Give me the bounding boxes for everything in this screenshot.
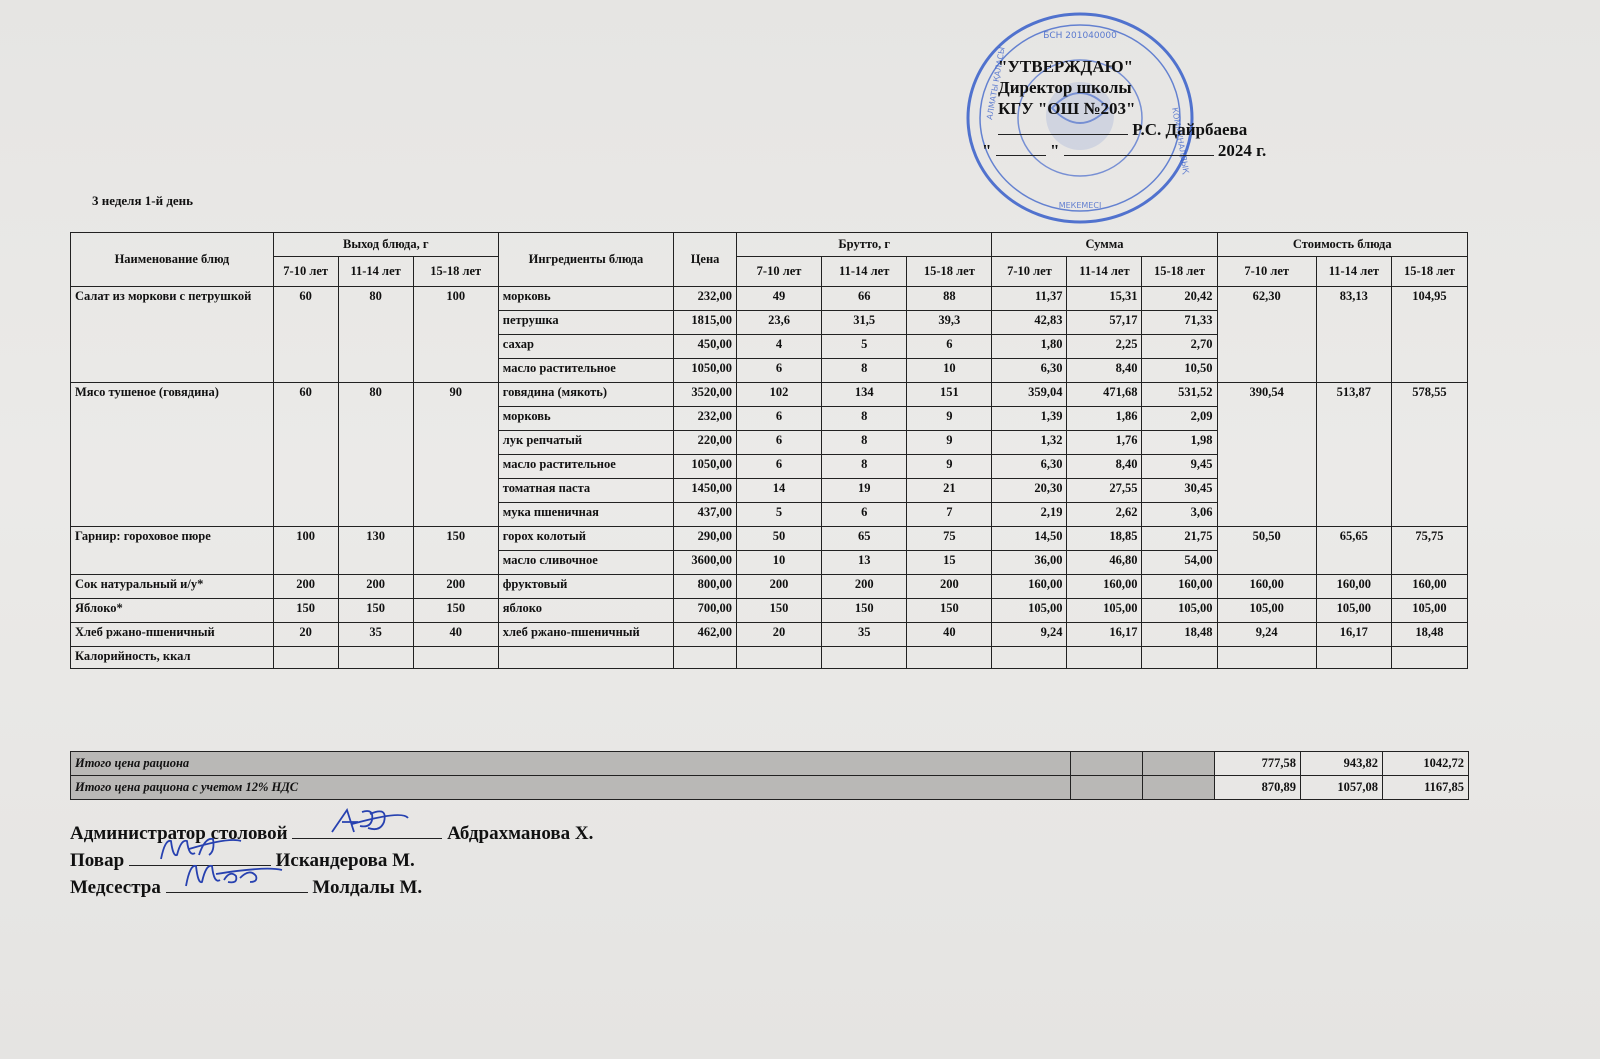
brutto-cell: 75 xyxy=(907,527,992,551)
header-brutto: Брутто, г xyxy=(736,233,991,257)
ingredient-cell: говядина (мякоть) xyxy=(498,383,673,407)
header-age: 7-10 лет xyxy=(992,257,1067,287)
yield-cell: 150 xyxy=(413,527,498,575)
svg-text:МЕКЕМЕСІ: МЕКЕМЕСІ xyxy=(1058,201,1102,210)
table-row xyxy=(71,575,1468,599)
table-row xyxy=(71,527,1468,551)
total-value: 777,58 xyxy=(1215,752,1301,776)
header-age: 11-14 лет xyxy=(1067,257,1142,287)
yield-cell: 150 xyxy=(338,599,413,623)
yield-cell: 60 xyxy=(273,383,338,527)
brutto-cell: 5 xyxy=(736,503,821,527)
brutto-cell: 9 xyxy=(907,431,992,455)
sum-cell: 160,00 xyxy=(1067,575,1142,599)
total-value: 870,89 xyxy=(1215,776,1301,800)
sum-cell: 6,30 xyxy=(992,359,1067,383)
sum-cell: 8,40 xyxy=(1067,359,1142,383)
sum-cell: 8,40 xyxy=(1067,455,1142,479)
brutto-cell: 10 xyxy=(736,551,821,575)
approval-school: КГУ "ОШ №203" xyxy=(998,99,1136,118)
empty-cell xyxy=(498,647,673,669)
header-age: 11-14 лет xyxy=(338,257,413,287)
empty-cell xyxy=(907,647,992,669)
ingredient-cell: морковь xyxy=(498,407,673,431)
sum-cell: 9,24 xyxy=(992,623,1067,647)
handwritten-signature xyxy=(166,858,308,892)
signature-cook: Повар Искандерова М. xyxy=(70,847,593,874)
brutto-cell: 150 xyxy=(736,599,821,623)
sum-cell: 359,04 xyxy=(992,383,1067,407)
brutto-cell: 8 xyxy=(822,407,907,431)
dish-name-cell: Салат из моркови с петрушкой xyxy=(71,287,274,383)
sum-cell: 15,31 xyxy=(1067,287,1142,311)
brutto-cell: 66 xyxy=(822,287,907,311)
sum-cell: 18,85 xyxy=(1067,527,1142,551)
table-row xyxy=(71,599,1468,623)
table-row xyxy=(71,287,1468,311)
price-cell: 232,00 xyxy=(674,287,737,311)
approval-date: " " 2024 г. xyxy=(982,141,1267,160)
brutto-cell: 20 xyxy=(736,623,821,647)
sum-cell: 71,33 xyxy=(1142,311,1217,335)
empty-cell xyxy=(1391,647,1467,669)
empty-cell xyxy=(338,647,413,669)
yield-cell: 200 xyxy=(413,575,498,599)
price-cell: 1050,00 xyxy=(674,359,737,383)
brutto-cell: 134 xyxy=(822,383,907,407)
ingredient-cell: морковь xyxy=(498,287,673,311)
dish-name-cell: Сок натуральный и/у* xyxy=(71,575,274,599)
ingredient-cell: яблоко xyxy=(498,599,673,623)
empty-cell xyxy=(822,647,907,669)
handwritten-signature xyxy=(292,804,442,838)
svg-text:КОММУНАЛДЫҚ: КОММУНАЛДЫҚ xyxy=(1170,106,1191,175)
brutto-cell: 8 xyxy=(822,431,907,455)
brutto-cell: 19 xyxy=(822,479,907,503)
sum-cell: 531,52 xyxy=(1142,383,1217,407)
cost-cell: 65,65 xyxy=(1316,527,1391,575)
header-age: 7-10 лет xyxy=(736,257,821,287)
brutto-cell: 40 xyxy=(907,623,992,647)
header-age: 15-18 лет xyxy=(1142,257,1217,287)
yield-cell: 150 xyxy=(413,599,498,623)
brutto-cell: 23,6 xyxy=(736,311,821,335)
brutto-cell: 150 xyxy=(907,599,992,623)
header-dish: Наименование блюд xyxy=(71,233,274,287)
calories-label: Калорийность, ккал xyxy=(71,647,274,669)
brutto-cell: 39,3 xyxy=(907,311,992,335)
cost-cell: 105,00 xyxy=(1391,599,1467,623)
ingredient-cell: фруктовый xyxy=(498,575,673,599)
total-value: 1057,08 xyxy=(1301,776,1383,800)
sum-cell: 18,48 xyxy=(1142,623,1217,647)
yield-cell: 20 xyxy=(273,623,338,647)
brutto-cell: 13 xyxy=(822,551,907,575)
header-yield: Выход блюда, г xyxy=(273,233,498,257)
sum-cell: 14,50 xyxy=(992,527,1067,551)
sum-cell: 1,86 xyxy=(1067,407,1142,431)
ingredient-cell: томатная паста xyxy=(498,479,673,503)
director-name: Р.С. Дайрбаева xyxy=(1132,120,1248,139)
week-label: 3 неделя 1-й день xyxy=(92,193,194,208)
empty-cell xyxy=(992,647,1067,669)
header-age: 15-18 лет xyxy=(413,257,498,287)
cost-cell: 83,13 xyxy=(1316,287,1391,383)
price-cell: 1050,00 xyxy=(674,455,737,479)
brutto-cell: 15 xyxy=(907,551,992,575)
price-cell: 437,00 xyxy=(674,503,737,527)
sum-cell: 105,00 xyxy=(992,599,1067,623)
approval-position: Директор школы xyxy=(998,78,1132,97)
yield-cell: 200 xyxy=(338,575,413,599)
total-value: 943,82 xyxy=(1301,752,1383,776)
empty-cell xyxy=(674,647,737,669)
brutto-cell: 150 xyxy=(822,599,907,623)
header-price: Цена xyxy=(674,233,737,287)
yield-cell: 80 xyxy=(338,383,413,527)
ingredient-cell: сахар xyxy=(498,335,673,359)
price-cell: 450,00 xyxy=(674,335,737,359)
cost-cell: 50,50 xyxy=(1217,527,1316,575)
sum-cell: 1,98 xyxy=(1142,431,1217,455)
price-cell: 220,00 xyxy=(674,431,737,455)
sum-cell: 6,30 xyxy=(992,455,1067,479)
brutto-cell: 6 xyxy=(736,407,821,431)
ingredient-cell: лук репчатый xyxy=(498,431,673,455)
empty-cell xyxy=(1316,647,1391,669)
dish-name-cell: Гарнир: гороховое пюре xyxy=(71,527,274,575)
cost-cell: 160,00 xyxy=(1316,575,1391,599)
dish-name-cell: Мясо тушеное (говядина) xyxy=(71,383,274,527)
ingredient-cell: хлеб ржано-пшеничный xyxy=(498,623,673,647)
sum-cell: 1,39 xyxy=(992,407,1067,431)
yield-cell: 40 xyxy=(413,623,498,647)
brutto-cell: 5 xyxy=(822,335,907,359)
calories-row xyxy=(71,647,1468,669)
sum-cell: 471,68 xyxy=(1067,383,1142,407)
total-vat-row xyxy=(71,776,1469,800)
header-cost: Стоимость блюда xyxy=(1217,233,1467,257)
cost-cell: 160,00 xyxy=(1217,575,1316,599)
price-cell: 1815,00 xyxy=(674,311,737,335)
cost-cell: 75,75 xyxy=(1391,527,1467,575)
header-sum: Сумма xyxy=(992,233,1217,257)
header-age: 7-10 лет xyxy=(273,257,338,287)
yield-cell: 100 xyxy=(413,287,498,383)
total-value: 1042,72 xyxy=(1383,752,1469,776)
brutto-cell: 35 xyxy=(822,623,907,647)
ingredient-cell: петрушка xyxy=(498,311,673,335)
brutto-cell: 7 xyxy=(907,503,992,527)
sum-cell: 2,70 xyxy=(1142,335,1217,359)
sum-cell: 105,00 xyxy=(1067,599,1142,623)
menu-table xyxy=(70,232,1468,669)
table-row xyxy=(71,383,1468,407)
signatures-block xyxy=(70,820,593,901)
sum-cell: 160,00 xyxy=(1142,575,1217,599)
price-cell: 290,00 xyxy=(674,527,737,551)
total-row xyxy=(71,752,1469,776)
sum-cell: 2,09 xyxy=(1142,407,1217,431)
brutto-cell: 9 xyxy=(907,455,992,479)
cost-cell: 62,30 xyxy=(1217,287,1316,383)
sum-cell: 1,80 xyxy=(992,335,1067,359)
sum-cell: 11,37 xyxy=(992,287,1067,311)
dish-name-cell: Яблоко* xyxy=(71,599,274,623)
cost-cell: 16,17 xyxy=(1316,623,1391,647)
ingredient-cell: масло растительное xyxy=(498,455,673,479)
table-row xyxy=(71,623,1468,647)
brutto-cell: 200 xyxy=(907,575,992,599)
sum-cell: 57,17 xyxy=(1067,311,1142,335)
brutto-cell: 49 xyxy=(736,287,821,311)
yield-cell: 130 xyxy=(338,527,413,575)
empty-cell xyxy=(1217,647,1316,669)
brutto-cell: 200 xyxy=(822,575,907,599)
sum-cell: 42,83 xyxy=(992,311,1067,335)
sum-cell: 2,62 xyxy=(1067,503,1142,527)
yield-cell: 90 xyxy=(413,383,498,527)
sum-cell: 160,00 xyxy=(992,575,1067,599)
total-vat-label: Итого цена рациона с учетом 12% НДС xyxy=(71,776,1071,800)
empty-cell xyxy=(273,647,338,669)
yield-cell: 80 xyxy=(338,287,413,383)
brutto-cell: 8 xyxy=(822,455,907,479)
brutto-cell: 50 xyxy=(736,527,821,551)
empty-cell xyxy=(1067,647,1142,669)
sum-cell: 105,00 xyxy=(1142,599,1217,623)
sum-cell: 1,76 xyxy=(1067,431,1142,455)
price-cell: 3600,00 xyxy=(674,551,737,575)
header-age: 11-14 лет xyxy=(822,257,907,287)
totals-table xyxy=(70,751,1469,800)
approval-title: "УТВЕРЖДАЮ" xyxy=(998,57,1134,76)
sum-cell: 1,32 xyxy=(992,431,1067,455)
sum-cell: 20,30 xyxy=(992,479,1067,503)
ingredient-cell: масло растительное xyxy=(498,359,673,383)
yield-cell: 150 xyxy=(273,599,338,623)
header-age: 15-18 лет xyxy=(907,257,992,287)
brutto-cell: 21 xyxy=(907,479,992,503)
svg-text:АЛМАТЫ ҚАЛАСЫ: АЛМАТЫ ҚАЛАСЫ xyxy=(985,46,1007,121)
approval-director xyxy=(998,119,1266,140)
empty-cell xyxy=(413,647,498,669)
sum-cell: 20,42 xyxy=(1142,287,1217,311)
cost-cell: 160,00 xyxy=(1391,575,1467,599)
price-cell: 700,00 xyxy=(674,599,737,623)
sum-cell: 36,00 xyxy=(992,551,1067,575)
yield-cell: 200 xyxy=(273,575,338,599)
cost-cell: 104,95 xyxy=(1391,287,1467,383)
brutto-cell: 6 xyxy=(822,503,907,527)
ingredient-cell: горох колотый xyxy=(498,527,673,551)
price-cell: 462,00 xyxy=(674,623,737,647)
brutto-cell: 10 xyxy=(907,359,992,383)
cost-cell: 9,24 xyxy=(1217,623,1316,647)
yield-cell: 100 xyxy=(273,527,338,575)
sum-cell: 3,06 xyxy=(1142,503,1217,527)
svg-text:БСН 201040000: БСН 201040000 xyxy=(1043,31,1117,41)
cost-cell: 390,54 xyxy=(1217,383,1316,527)
sum-cell: 10,50 xyxy=(1142,359,1217,383)
price-cell: 800,00 xyxy=(674,575,737,599)
sum-cell: 2,19 xyxy=(992,503,1067,527)
sum-cell: 9,45 xyxy=(1142,455,1217,479)
ingredient-cell: мука пшеничная xyxy=(498,503,673,527)
menu-body xyxy=(71,287,1468,669)
ingredient-cell: масло сливочное xyxy=(498,551,673,575)
cost-cell: 105,00 xyxy=(1217,599,1316,623)
brutto-cell: 14 xyxy=(736,479,821,503)
brutto-cell: 8 xyxy=(822,359,907,383)
dish-name-cell: Хлеб ржано-пшеничный xyxy=(71,623,274,647)
yield-cell: 60 xyxy=(273,287,338,383)
brutto-cell: 6 xyxy=(736,431,821,455)
empty-cell xyxy=(1142,647,1217,669)
header-age: 7-10 лет xyxy=(1217,257,1316,287)
sum-cell: 21,75 xyxy=(1142,527,1217,551)
price-cell: 1450,00 xyxy=(674,479,737,503)
cost-cell: 513,87 xyxy=(1316,383,1391,527)
cost-cell: 18,48 xyxy=(1391,623,1467,647)
brutto-cell: 6 xyxy=(907,335,992,359)
header-ingredients: Ингредиенты блюда xyxy=(498,233,673,287)
cost-cell: 105,00 xyxy=(1316,599,1391,623)
header-age: 11-14 лет xyxy=(1316,257,1391,287)
price-cell: 3520,00 xyxy=(674,383,737,407)
sum-cell: 16,17 xyxy=(1067,623,1142,647)
total-value: 1167,85 xyxy=(1383,776,1469,800)
brutto-cell: 31,5 xyxy=(822,311,907,335)
brutto-cell: 65 xyxy=(822,527,907,551)
brutto-cell: 102 xyxy=(736,383,821,407)
brutto-cell: 9 xyxy=(907,407,992,431)
signature-admin: Администратор столовой Абдрахманова Х. xyxy=(70,820,593,847)
brutto-cell: 6 xyxy=(736,359,821,383)
price-cell: 232,00 xyxy=(674,407,737,431)
sum-cell: 46,80 xyxy=(1067,551,1142,575)
sum-cell: 27,55 xyxy=(1067,479,1142,503)
brutto-cell: 151 xyxy=(907,383,992,407)
brutto-cell: 88 xyxy=(907,287,992,311)
yield-cell: 35 xyxy=(338,623,413,647)
empty-cell xyxy=(736,647,821,669)
brutto-cell: 6 xyxy=(736,455,821,479)
signature-nurse: Медсестра Молдалы М. xyxy=(70,874,593,901)
brutto-cell: 200 xyxy=(736,575,821,599)
brutto-cell: 4 xyxy=(736,335,821,359)
header-age: 15-18 лет xyxy=(1391,257,1467,287)
total-label: Итого цена рациона xyxy=(71,752,1071,776)
sum-cell: 30,45 xyxy=(1142,479,1217,503)
approval-year: 2024 г. xyxy=(1217,141,1267,160)
cost-cell: 578,55 xyxy=(1391,383,1467,527)
sum-cell: 2,25 xyxy=(1067,335,1142,359)
sum-cell: 54,00 xyxy=(1142,551,1217,575)
